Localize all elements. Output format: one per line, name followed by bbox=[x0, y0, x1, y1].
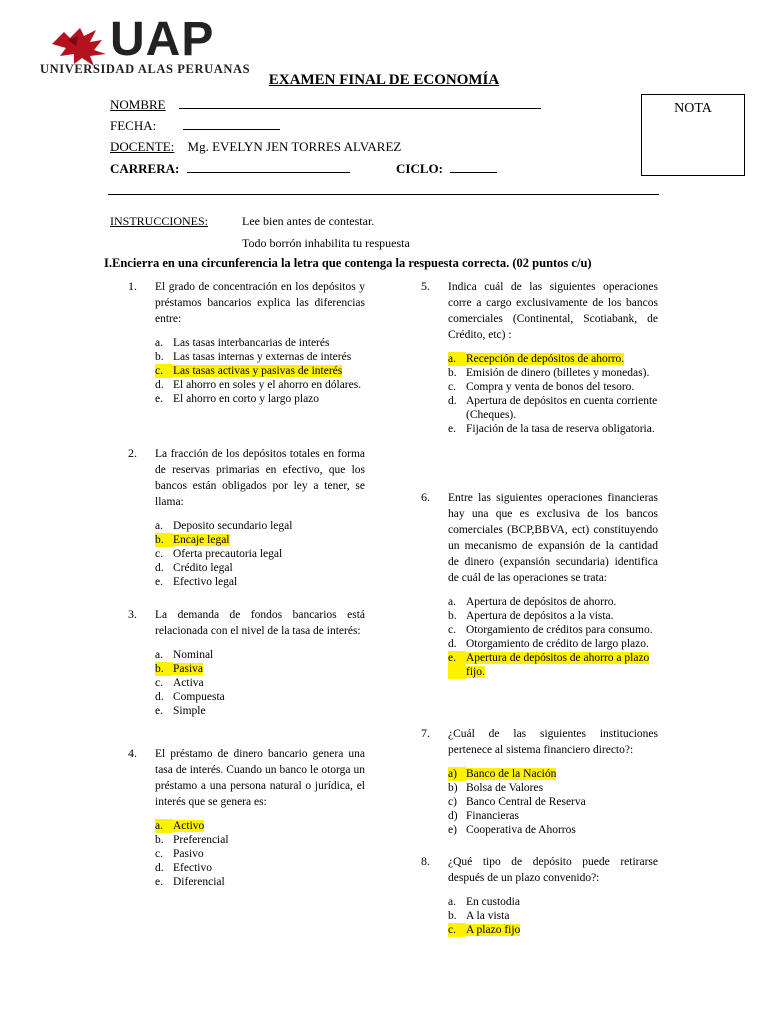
option-letter: b. bbox=[155, 533, 173, 547]
instructions-line-1: Lee bien antes de contestar. bbox=[242, 214, 375, 228]
option-letter: d. bbox=[155, 379, 164, 391]
option-text bbox=[173, 676, 365, 690]
nombre-label: NOMBRE bbox=[110, 97, 166, 112]
highlighted-answer: Encaje legal bbox=[173, 534, 230, 546]
option-text bbox=[173, 561, 365, 575]
question-4 bbox=[128, 746, 365, 889]
option-label: A la vista bbox=[466, 910, 510, 922]
section-title: I.Encierra en una circunferencia la letra que contenga la respuesta correcta. (02 puntos c/u) bbox=[104, 256, 592, 270]
option-label: Efectivo bbox=[173, 862, 212, 874]
option-item[interactable] bbox=[155, 519, 365, 533]
option-item[interactable] bbox=[155, 575, 365, 589]
option-label: Otorgamiento de créditos para consumo. bbox=[466, 624, 653, 636]
option-letter: c. bbox=[448, 381, 456, 393]
question-stem: La fracción de los depósitos totales en forma de reservas primarias en efectivo, que los bancos están obligados por ley a tener, se llama: bbox=[155, 448, 365, 508]
option-text bbox=[173, 378, 365, 392]
option-text bbox=[466, 923, 658, 937]
option-label: Pasivo bbox=[173, 848, 204, 860]
option-letter: e. bbox=[448, 651, 466, 679]
docente-label: DOCENTE: bbox=[110, 139, 175, 154]
option-letter: e. bbox=[155, 705, 163, 717]
option-letter: e) bbox=[448, 824, 457, 836]
option-text bbox=[173, 704, 365, 718]
option-text bbox=[173, 350, 365, 364]
option-text bbox=[466, 767, 658, 781]
option-letter: e. bbox=[155, 876, 163, 888]
question-stem: ¿Qué tipo de depósito puede retirarse después de un plazo convenido?: bbox=[448, 856, 658, 884]
option-label: Diferencial bbox=[173, 876, 225, 888]
option-label: En custodia bbox=[466, 896, 520, 908]
option-item[interactable] bbox=[448, 366, 658, 380]
ciclo-label: CICLO: bbox=[396, 161, 443, 176]
option-label: Oferta precautoria legal bbox=[173, 548, 283, 560]
option-label: Nominal bbox=[173, 649, 214, 661]
option-item[interactable] bbox=[448, 609, 658, 623]
option-item[interactable] bbox=[155, 350, 365, 364]
option-item[interactable] bbox=[448, 623, 658, 637]
nombre-field bbox=[110, 97, 541, 113]
option-item[interactable] bbox=[448, 595, 658, 609]
option-text bbox=[466, 394, 658, 422]
fecha-label: FECHA: bbox=[110, 118, 157, 133]
option-item[interactable] bbox=[448, 352, 658, 366]
option-text bbox=[173, 819, 365, 833]
question-number: 8. bbox=[421, 854, 430, 868]
option-text bbox=[466, 809, 658, 823]
option-letter: a) bbox=[448, 767, 466, 781]
option-letter: a. bbox=[448, 596, 456, 608]
option-text bbox=[173, 392, 365, 406]
ciclo-field bbox=[396, 161, 497, 177]
option-letter: a. bbox=[155, 649, 163, 661]
option-list bbox=[155, 336, 365, 406]
option-list bbox=[448, 767, 658, 837]
option-letter: c. bbox=[155, 548, 163, 560]
option-list bbox=[155, 648, 365, 718]
question-8 bbox=[421, 854, 658, 937]
fecha-field bbox=[110, 118, 280, 134]
option-text bbox=[173, 519, 365, 533]
question-number: 4. bbox=[128, 746, 137, 760]
option-item[interactable] bbox=[448, 895, 658, 909]
question-stem: El grado de concentración en los depósitos y préstamos bancarios explica las diferencias entre: bbox=[155, 281, 365, 325]
option-letter: b. bbox=[448, 910, 457, 922]
option-item[interactable] bbox=[155, 547, 365, 561]
highlighted-answer: Pasiva bbox=[173, 663, 204, 675]
option-letter: c. bbox=[155, 364, 173, 378]
question-stem: La demanda de fondos bancarios está relacionada con el nivel de la tasa de interés: bbox=[155, 609, 365, 637]
option-text bbox=[173, 648, 365, 662]
highlighted-answer: Recepción de depósitos de ahorro. bbox=[466, 353, 625, 365]
option-letter: d. bbox=[448, 395, 457, 407]
option-item[interactable] bbox=[448, 394, 658, 422]
option-label: El ahorro en corto y largo plazo bbox=[173, 393, 320, 405]
option-letter: e. bbox=[448, 423, 456, 435]
question-1 bbox=[128, 279, 365, 406]
question-2 bbox=[128, 446, 365, 589]
option-label: Activa bbox=[173, 677, 204, 689]
exam-title: EXAMEN FINAL DE ECONOMÍA bbox=[268, 72, 500, 88]
option-label: Bolsa de Valores bbox=[466, 782, 544, 794]
option-item[interactable] bbox=[155, 364, 365, 378]
question-6 bbox=[421, 490, 658, 679]
option-item[interactable] bbox=[155, 336, 365, 350]
option-text bbox=[466, 366, 658, 380]
question-number: 1. bbox=[128, 279, 137, 293]
option-text bbox=[466, 909, 658, 923]
option-item[interactable] bbox=[448, 795, 658, 809]
option-item[interactable] bbox=[155, 875, 365, 889]
option-label: El ahorro en soles y el ahorro en dólares. bbox=[173, 379, 362, 391]
option-item[interactable] bbox=[155, 690, 365, 704]
question-stem: Entre las siguientes operaciones financieras hay una que es exclusiva de los bancos comerciales (BCP,BBVA, ect) constituyendo un mecanismo de expansión de la cantidad de dinero (expansión secundaria) identifica de cuál de las operaciones se trata: bbox=[448, 492, 658, 584]
option-label: Preferencial bbox=[173, 834, 229, 846]
option-label: Compra y venta de bonos del tesoro. bbox=[466, 381, 635, 393]
option-label: Apertura de depósitos de ahorro. bbox=[466, 596, 617, 608]
nombre-blank[interactable] bbox=[179, 97, 541, 109]
option-label: Fijación de la tasa de reserva obligatoria. bbox=[466, 423, 655, 435]
option-item[interactable] bbox=[448, 637, 658, 651]
question-7 bbox=[421, 726, 658, 837]
griffin-logo-icon bbox=[50, 26, 108, 66]
option-item[interactable] bbox=[448, 923, 658, 937]
question-stem: El préstamo de dinero bancario genera una tasa de interés. Cuando un banco le otorga un préstamo a una persona natural o jurídica, el interés que se genera es: bbox=[155, 748, 365, 808]
option-item[interactable] bbox=[155, 676, 365, 690]
fecha-blank[interactable] bbox=[183, 118, 280, 130]
option-list bbox=[448, 352, 658, 436]
option-letter: c. bbox=[448, 624, 456, 636]
option-item[interactable] bbox=[448, 781, 658, 795]
grade-label: NOTA bbox=[674, 101, 712, 116]
option-letter: c. bbox=[448, 923, 466, 937]
grade-box bbox=[641, 94, 745, 176]
instructions-line-2: Todo borrón inhabilita tu respuesta bbox=[242, 236, 410, 250]
docente-field bbox=[110, 139, 401, 155]
option-label: Emisión de dinero (billetes y monedas). bbox=[466, 367, 650, 379]
question-stem: ¿Cuál de las siguientes instituciones pertenece al sistema financiero directo?: bbox=[448, 728, 658, 756]
option-item[interactable] bbox=[155, 819, 365, 833]
option-label: Otorgamiento de crédito de largo plazo. bbox=[466, 638, 649, 650]
option-item[interactable] bbox=[155, 392, 365, 406]
option-label: Simple bbox=[173, 705, 206, 717]
option-list bbox=[448, 895, 658, 937]
option-letter: d. bbox=[155, 691, 164, 703]
option-item[interactable] bbox=[448, 380, 658, 394]
option-item[interactable] bbox=[155, 833, 365, 847]
option-list bbox=[448, 595, 658, 679]
option-item[interactable] bbox=[448, 651, 658, 679]
option-item[interactable] bbox=[448, 909, 658, 923]
option-letter: d) bbox=[448, 810, 458, 822]
option-text bbox=[173, 364, 365, 378]
option-letter: c) bbox=[448, 796, 457, 808]
option-item[interactable] bbox=[155, 648, 365, 662]
ciclo-blank[interactable] bbox=[450, 161, 497, 173]
option-text bbox=[173, 833, 365, 847]
option-letter: d. bbox=[448, 638, 457, 650]
option-letter: c. bbox=[155, 677, 163, 689]
option-item[interactable] bbox=[155, 561, 365, 575]
option-text bbox=[466, 352, 658, 366]
highlighted-answer: Activo bbox=[173, 820, 205, 832]
option-letter: b. bbox=[448, 367, 457, 379]
option-letter: a. bbox=[448, 352, 466, 366]
option-list bbox=[155, 819, 365, 889]
highlighted-answer: Apertura de depósitos de ahorro a plazo fijo. bbox=[466, 652, 650, 678]
option-text bbox=[173, 875, 365, 889]
header-divider bbox=[108, 194, 659, 195]
option-letter: a. bbox=[155, 337, 163, 349]
option-letter: b. bbox=[155, 351, 164, 363]
question-number: 7. bbox=[421, 726, 430, 740]
question-stem: Indica cuál de las siguientes operaciones corre a cargo exclusivamente de los bancos comerciales (Continental, Scotiabank, de Crédito, etc) : bbox=[448, 281, 658, 341]
option-text bbox=[466, 651, 658, 679]
option-text bbox=[466, 895, 658, 909]
highlighted-answer: A plazo fijo bbox=[466, 924, 521, 936]
option-item[interactable] bbox=[448, 809, 658, 823]
docente-value: Mg. EVELYN JEN TORRES ALVAREZ bbox=[187, 139, 402, 154]
question-number: 5. bbox=[421, 279, 430, 293]
option-label: Las tasas internas y externas de interés bbox=[173, 351, 352, 363]
option-letter: c. bbox=[155, 848, 163, 860]
option-item[interactable] bbox=[448, 422, 658, 436]
option-text bbox=[173, 547, 365, 561]
option-text bbox=[173, 861, 365, 875]
option-item[interactable] bbox=[155, 847, 365, 861]
option-text bbox=[466, 380, 658, 394]
option-label: Crédito legal bbox=[173, 562, 233, 574]
carrera-field bbox=[110, 161, 350, 177]
option-letter: b. bbox=[155, 662, 173, 676]
option-letter: b) bbox=[448, 782, 458, 794]
option-item[interactable] bbox=[155, 704, 365, 718]
option-text bbox=[466, 422, 658, 436]
question-number: 6. bbox=[421, 490, 430, 504]
option-label: Cooperativa de Ahorros bbox=[466, 824, 576, 836]
option-letter: a. bbox=[448, 896, 456, 908]
option-list bbox=[155, 519, 365, 589]
option-letter: d. bbox=[155, 562, 164, 574]
option-text bbox=[173, 662, 365, 676]
option-text bbox=[173, 336, 365, 350]
option-text bbox=[466, 623, 658, 637]
carrera-label: CARRERA: bbox=[110, 161, 180, 176]
option-text bbox=[466, 637, 658, 651]
option-text bbox=[173, 575, 365, 589]
option-text bbox=[466, 595, 658, 609]
option-label: Efectivo legal bbox=[173, 576, 238, 588]
highlighted-answer: Las tasas activas y pasivas de interés bbox=[173, 365, 343, 377]
option-label: Las tasas interbancarias de interés bbox=[173, 337, 330, 349]
option-label: Apertura de depósitos en cuenta corriente (Cheques). bbox=[466, 395, 658, 421]
option-text bbox=[466, 823, 658, 837]
option-letter: e. bbox=[155, 393, 163, 405]
option-item[interactable] bbox=[448, 823, 658, 837]
option-item[interactable] bbox=[155, 378, 365, 392]
carrera-blank[interactable] bbox=[187, 161, 350, 173]
option-letter: a. bbox=[155, 520, 163, 532]
option-label: Apertura de depósitos a la vista. bbox=[466, 610, 614, 622]
option-label: Banco Central de Reserva bbox=[466, 796, 586, 808]
logo-subtitle: UNIVERSIDAD ALAS PERUANAS bbox=[40, 62, 251, 76]
option-item[interactable] bbox=[155, 662, 365, 676]
option-letter: b. bbox=[448, 610, 457, 622]
option-letter: d. bbox=[155, 862, 164, 874]
option-text bbox=[173, 847, 365, 861]
highlighted-answer: Banco de la Nación bbox=[466, 768, 557, 780]
question-number: 2. bbox=[128, 446, 137, 460]
option-text bbox=[173, 690, 365, 704]
question-5 bbox=[421, 279, 658, 436]
option-letter: e. bbox=[155, 576, 163, 588]
question-number: 3. bbox=[128, 607, 137, 621]
option-text bbox=[466, 795, 658, 809]
question-3 bbox=[128, 607, 365, 718]
option-label: Financieras bbox=[466, 810, 520, 822]
option-text bbox=[466, 609, 658, 623]
option-label: Deposito secundario legal bbox=[173, 520, 293, 532]
option-label: Compuesta bbox=[173, 691, 225, 703]
option-item[interactable] bbox=[448, 767, 658, 781]
logo-name: UAP bbox=[110, 13, 215, 66]
option-letter: b. bbox=[155, 834, 164, 846]
option-letter: a. bbox=[155, 819, 173, 833]
option-text bbox=[173, 533, 365, 547]
option-item[interactable] bbox=[155, 861, 365, 875]
option-text bbox=[466, 781, 658, 795]
instructions-label: INSTRUCCIONES: bbox=[110, 214, 209, 228]
option-item[interactable] bbox=[155, 533, 365, 547]
